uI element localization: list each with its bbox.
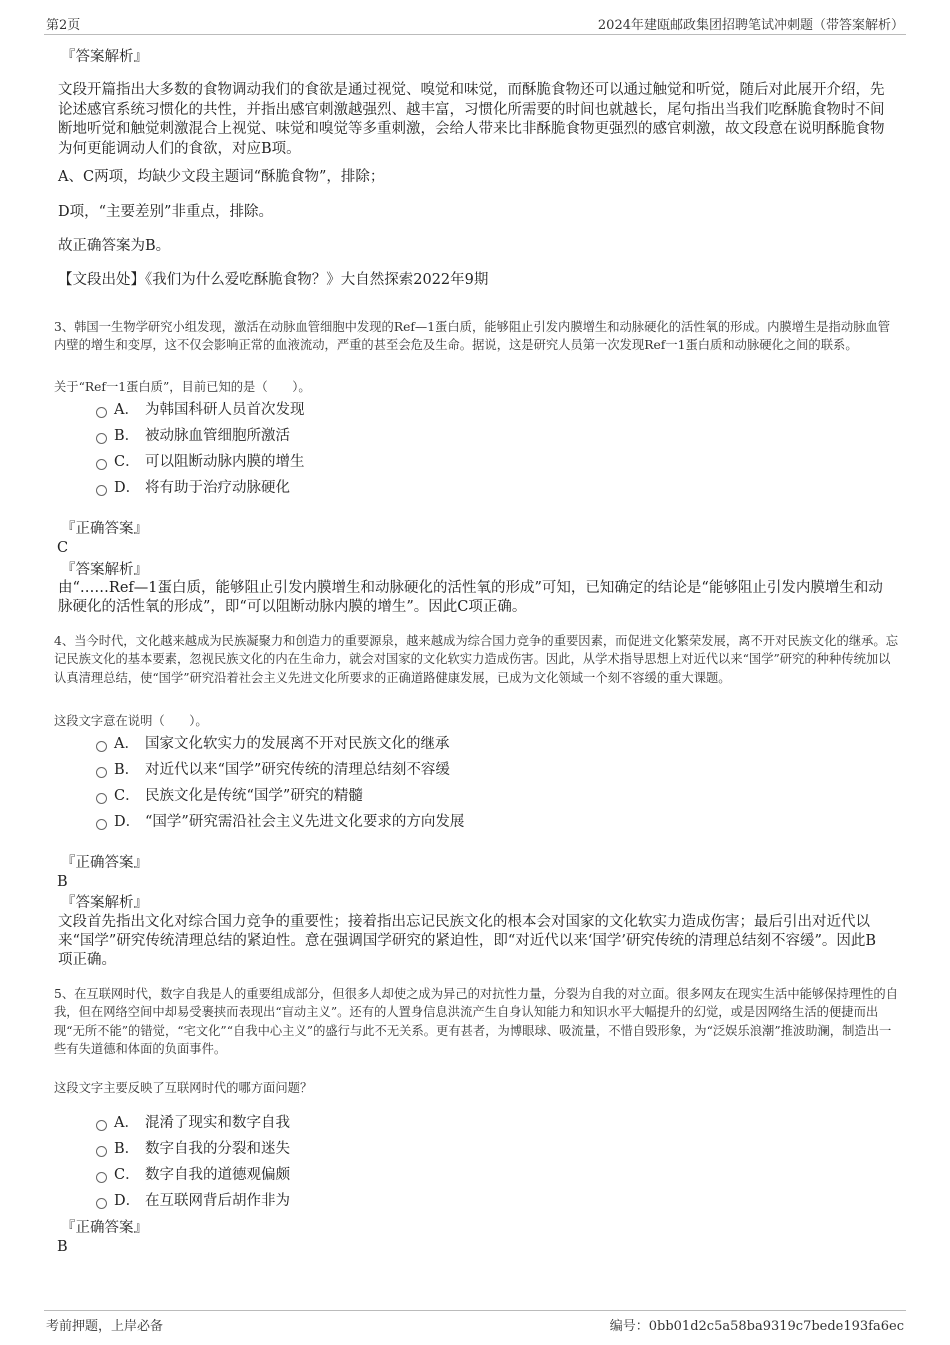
radio-icon[interactable] [96,1198,107,1209]
footer-slogan: 考前押题，上岸必备 [46,1319,164,1334]
radio-icon[interactable] [96,459,107,470]
q3-question: 关于“Ref一1蛋白质”，目前已知的是（ ）。 [54,380,311,394]
analysis-text: 文段开篇指出大多数的食物调动我们的食欲是通过视觉、嗅觉和味觉，而酥脆食物还可以通过触觉和听觉，随后对此展开介绍，先论述感官系统习惯化的共性，并指出感官刺激越强烈、越丰富，习惯化所需要的时间也就越长，尾句指出当我们吃酥脆食物时不间断地听觉和触觉刺激混合上视觉、味觉和嗅觉等多重刺激，会给人带来比非酥脆食物更强烈的感官刺激，故文段意在说明酥脆食物为何更能调动人们的食欲，对应B项。 [58,82,885,157]
radio-icon[interactable] [96,407,107,418]
q4-answer-label: 『正确答案』 [61,855,148,871]
analysis-line-answer: 故正确答案为B。 [58,238,171,254]
q3-answer: C [57,540,69,556]
radio-icon[interactable] [96,767,107,778]
radio-icon[interactable] [96,433,107,444]
analysis-label: 『答案解析』 [61,49,148,65]
q4-analysis: 文段首先指出文化对综合国力竞争的重要性；接着指出忘记民族文化的根本会对国家的文化软实力造成伤害；最后引出对近代以来“国学”研究传统清理总结的紧迫性。意在强调国学研究的紧迫性，即“对近代以来‘国学’研究传统的清理总结刻不容缓”。因此B项正确。 [58,914,877,968]
q5-question: 这段文字主要反映了互联网时代的哪方面问题？ [54,1081,313,1095]
q5-answer: B [57,1239,68,1255]
analysis-line-d: D项，“主要差别”非重点，排除。 [58,204,273,220]
q4-analysis-label: 『答案解析』 [61,895,148,911]
source-citation: 【文段出处】《我们为什么爱吃酥脆食物？》大自然探索2022年9期 [58,272,489,288]
q4-stem: 4、当今时代，文化越来越成为民族凝聚力和创造力的重要源泉，越来越成为综合国力竞争的重要因素，而促进文化繁荣发展，离不开对民族文化的继承。忘记民族文化的基本要素，忽视民族文化的内在生命力，就会对国家的文化软实力造成伤害。因此，从学术指导思想上对近代以来“国学”研究的种种传统加以认真清理总结，使“国学”研究沿着社会主义先进文化所要求的正确道路健康发展，已成为文化领域一个刻不容缓的重大课题。 [54,634,899,685]
q4-question: 这段文字意在说明（ ）。 [54,714,208,728]
page-header [44,14,906,35]
q3-answer-label: 『正确答案』 [61,521,148,537]
q3-analysis: 由“……Ref—1蛋白质，能够阻止引发内膜增生和动脉硬化的活性氧的形成”可知，已知确定的结论是“能够阻止引发内膜增生和动脉硬化的活性氧的形成”，即“可以阻断动脉内膜的增生”。因此C项正确。 [58,580,883,615]
q5-stem: 5、在互联网时代，数字自我是人的重要组成部分，但很多人却使之成为异己的对抗性力量，分裂为自我的对立面。很多网友在现实生活中能够保持理性的自我，但在网络空间中却易受裹挟而表现出“盲动主义”。还有的人置身信息洪流产生自身认知能力和知识水平大幅提升的幻觉，或是因网络生活的便捷而出现“无所不能”的错觉，“宅文化”“自我中心主义”的盛行与此不无关系。更有甚者，为博眼球、吸流量，不惜自毁形象，为“泛娱乐浪潮”推波助澜，制造出一些有失道德和体面的负面事件。 [54,987,899,1056]
document-title: 2024年建瓯邮政集团招聘笔试冲刺题（带答案解析） [597,18,904,33]
analysis-line-ac: A、C两项，均缺少文段主题词“酥脆食物”，排除； [58,169,385,185]
radio-icon[interactable] [96,1146,107,1157]
page-number: 第2页 [46,18,81,33]
radio-icon[interactable] [96,1120,107,1131]
q3-analysis-label: 『答案解析』 [61,562,148,578]
radio-icon[interactable] [96,819,107,830]
q4-answer: B [57,874,68,890]
page-footer [44,1310,906,1333]
q3-stem: 3、韩国一生物学研究小组发现，激活在动脉血管细胞中发现的Ref—1蛋白质，能够阻止引发内膜增生和动脉硬化的活性氧的形成。内膜增生是指动脉血管内壁的增生和变厚，这不仅会影响正常的血液流动，严重的甚至会危及生命。据说，这是研究人员第一次发现Ref一1蛋白质和动脉硬化之间的联系。 [54,320,891,353]
radio-icon[interactable] [96,741,107,752]
document-id: 编号：0bb01d2c5a58ba9319c7bede193fa6ec [609,1319,904,1334]
radio-icon[interactable] [96,485,107,496]
q5-answer-label: 『正确答案』 [61,1220,148,1236]
radio-icon[interactable] [96,793,107,804]
radio-icon[interactable] [96,1172,107,1183]
